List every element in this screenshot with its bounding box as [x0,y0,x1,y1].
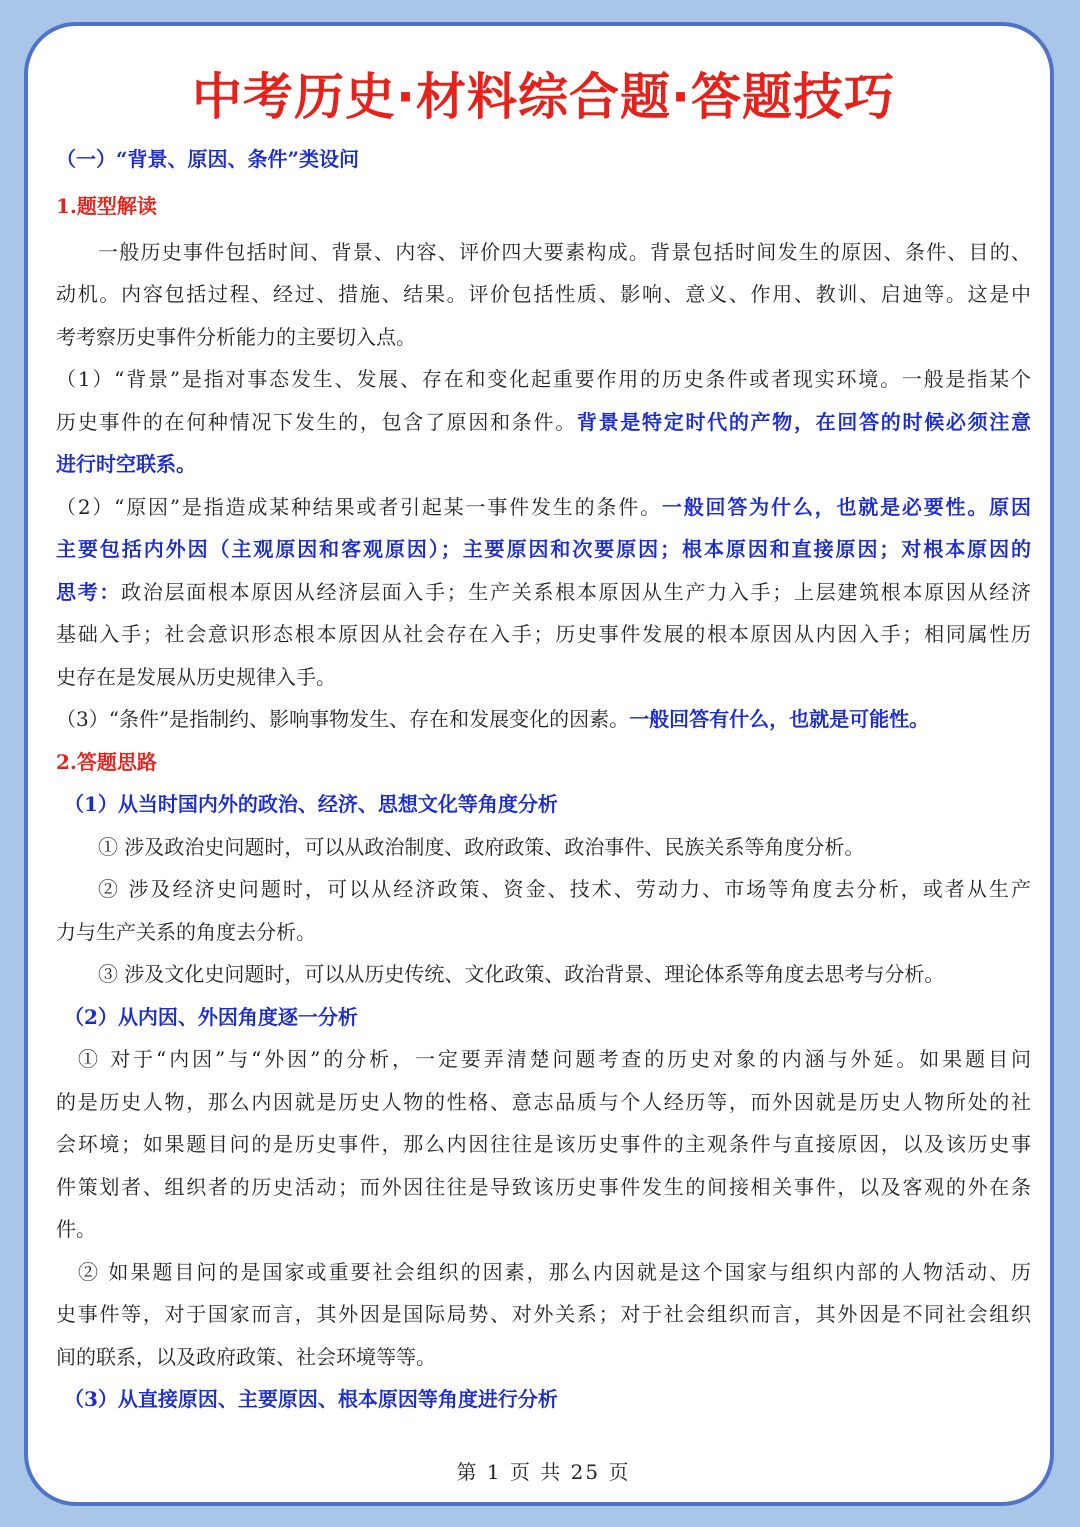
part1-heading: 1.题型解读 [56,193,157,218]
sub1-heading: （1）从当时国内外的政治、经济、思想文化等角度分析 [64,792,558,816]
sub2-p1-line-5: 件。 [56,1217,96,1241]
section-heading: （一）“背景、原因、条件”类设问 [56,147,360,171]
sub2-p2-line-2: 史事件等，对于国家而言，其外因是国际局势、对外关系；对于社会组织而言，其外因是不同社会组织 [56,1302,1031,1326]
intro-line-3: 考考察历史事件分析能力的主要切入点。 [56,324,416,349]
sub2-p1-line-3: 会环境；如果题目问的是历史事件，那么内因往往是该历史事件的主观条件与直接原因，以及该历史事 [56,1132,1031,1156]
page-title: 中考历史·材料综合题·答题技巧 [192,68,895,126]
condition-line [56,698,1031,741]
sub2-p2-line-1: ② 如果题目问的是国家或重要社会组织的因素，那么内因就是这个国家与组织内部的人物活动、历 [78,1259,1031,1284]
background-line-3: 进行时空联系。 [56,452,196,476]
page-frame [24,22,1054,1506]
cause-thinking-text: 政治层面根本原因从经济层面入手；生产关系根本原因从生产力入手；上层建筑根本原因从经济 [121,579,1031,604]
sub2-p1-line-1: ① 对于“内因”与“外因”的分析，一定要弄清楚问题考查的历史对象的内涵与外延。如果题目问 [78,1047,1031,1071]
sub3-heading: （3）从直接原因、主要原因、根本原因等角度进行分析 [64,1387,558,1411]
intro-line-2: 动机。内容包括过程、经过、措施、结果。评价包括性质、影响、意义、作用、教训、启迪等。这是中 [56,282,1031,306]
sub1-item-2-line-1: ② 涉及经济史问题时，可以从经济政策、资金、技术、劳动力、市场等角度去分析，或者从生产 [98,877,1031,901]
sub1-item-2-line-2: 力与生产关系的角度去分析。 [56,919,316,944]
sub2-p1-line-4: 件策划者、组织者的历史活动；而外因往往是导致该历史事件发生的间接相关事件，以及客观的外在条 [56,1174,1031,1199]
cause-line-1 [56,486,1031,529]
cause-line-2: 主要包括内外因（主观原因和客观原因）；主要原因和次要原因；根本原因和直接原因；对根本原因的 [56,537,1031,561]
sub1-item-1: ① 涉及政治史问题时，可以从政治制度、政府政策、政治事件、民族关系等角度分析。 [98,834,865,859]
part2-heading: 2.答题思路 [56,749,157,774]
cause-line-3 [56,571,1031,614]
sub1-item-3: ③ 涉及文化史问题时，可以从历史传统、文化政策、政治背景、理论体系等角度去思考与分析。 [98,962,945,986]
intro-line-1: 一般历史事件包括时间、背景、内容、评价四大要素构成。背景包括时间发生的原因、条件、目的、 [98,239,1031,264]
background-line-2 [56,401,1031,444]
cause-line-4: 基础入手；社会意识形态根本原因从社会存在入手；历史事件发展的根本原因从内因入手；相同属性历 [56,622,1031,646]
cause-plain-text: （2）“原因”是指造成某种结果或者引起某一事件发生的条件。 [56,494,662,519]
cause-emphasis: 一般回答为什么，也就是必要性。原因 [661,494,1031,519]
condition-emphasis: 一般回答有什么，也就是可能性。 [629,707,930,731]
sub2-p2-line-3: 间的联系，以及政府政策、社会环境等等。 [56,1344,436,1369]
background-emphasis: 背景是特定时代的产物，在回答的时候必须注意 [576,409,1031,434]
condition-plain-text: （3）“条件”是指制约、影响事物发生、存在和发展变化的因素。 [56,707,630,731]
document-body [56,138,1031,1421]
sub2-p1-line-2: 的是历史人物，那么内因就是历史人物的性格、意志品质与个人经历等，而外因就是历史人物所处的社 [56,1089,1031,1114]
page-footer: 第 1 页 共 25 页 [456,1460,631,1484]
background-plain-text: 历史事件的在何种情况下发生的，包含了原因和条件。 [56,409,577,434]
cause-thinking-label: 思考： [56,579,122,604]
sub2-heading: （2）从内因、外因角度逐一分析 [64,1004,358,1029]
cause-line-5: 史存在是发展从历史规律入手。 [56,664,336,689]
background-line-1: （1）“背景”是指对事态发生、发展、存在和变化起重要作用的历史条件或者现实环境。一般是指某个 [56,367,1031,391]
